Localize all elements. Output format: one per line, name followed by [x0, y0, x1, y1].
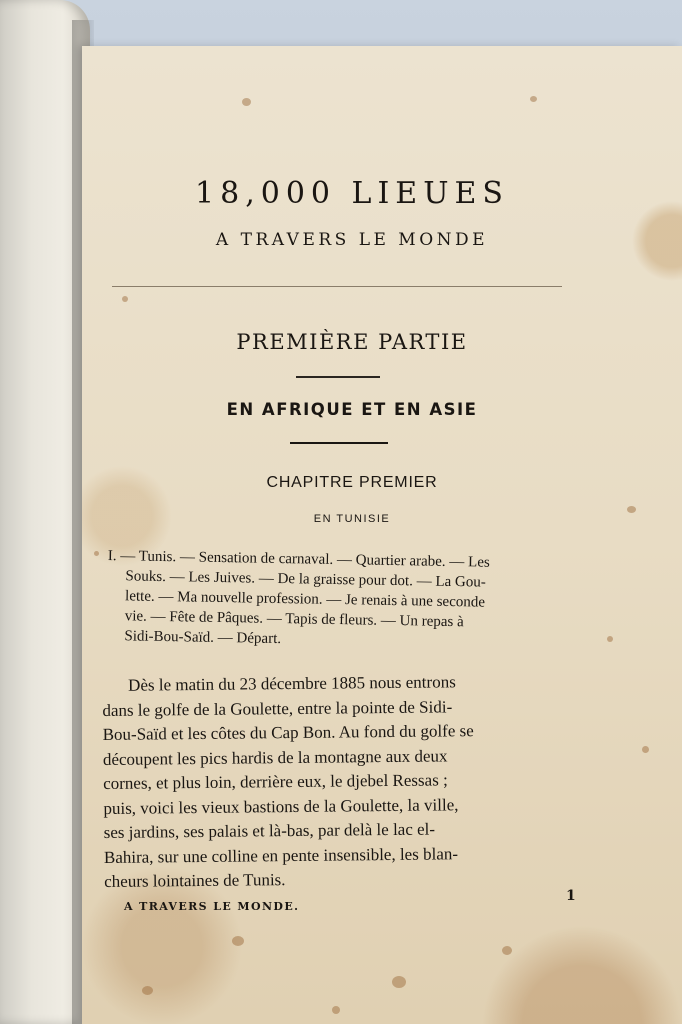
body-line: ses jardins, ses palais et là-bas, par delà le lac el- — [103, 819, 436, 842]
body-line: Bou-Saïd et les côtes du Cap Bon. Au fond du golfe se — [102, 721, 474, 744]
summary-line: vie. — Fête de Pâques. — Tapis de fleurs. — Un repas à — [124, 608, 464, 631]
summary-line: Souks. — Les Juives. — De la graisse pour dot. — La Gou- — [125, 568, 486, 591]
book-title: 18,000 LIEUES — [195, 176, 509, 211]
summary-line: I. — Tunis. — Sensation de carnaval. — Quartier arabe. — Les — [107, 547, 490, 571]
body-line: Dès le matin du 23 décembre 1885 nous entrons — [128, 672, 456, 695]
chapter-subheading: EN TUNISIE — [313, 513, 391, 525]
divider-rule-short — [296, 376, 380, 378]
part-heading: PREMIÈRE PARTIE — [236, 330, 468, 354]
body-line: cheurs lointaines de Tunis. — [104, 870, 286, 891]
chapter-summary — [106, 546, 588, 654]
body-line: puis, voici les vieux bastions de la Goulette, la ville, — [103, 794, 459, 818]
body-paragraph — [102, 669, 596, 895]
chapter-heading: CHAPITRE PREMIER — [266, 474, 438, 491]
page-number: 1 — [566, 888, 576, 904]
book-page — [82, 46, 682, 1024]
summary-line: lette. — Ma nouvelle profession. — Je renais à une seconde — [124, 588, 486, 611]
body-line: Bahira, sur une colline en pente insensible, les blan- — [103, 843, 459, 867]
divider-rule-short — [290, 442, 388, 444]
body-line: découpent les pics hardis de la montagne aux deux — [102, 745, 448, 769]
footer-signature: A TRAVERS LE MONDE. — [124, 900, 300, 913]
body-line: dans le golfe de la Goulette, entre la pointe de Sidi- — [102, 696, 453, 720]
divider-rule — [112, 286, 562, 287]
section-heading: EN AFRIQUE ET EN ASIE — [226, 400, 478, 419]
body-line: cornes, et plus loin, derrière eux, le djebel Ressas ; — [103, 770, 448, 793]
page-content — [82, 46, 682, 1024]
book-subtitle: A TRAVERS LE MONDE — [215, 230, 489, 250]
summary-line: Sidi-Bou-Saïd. — Départ. — [124, 628, 282, 648]
